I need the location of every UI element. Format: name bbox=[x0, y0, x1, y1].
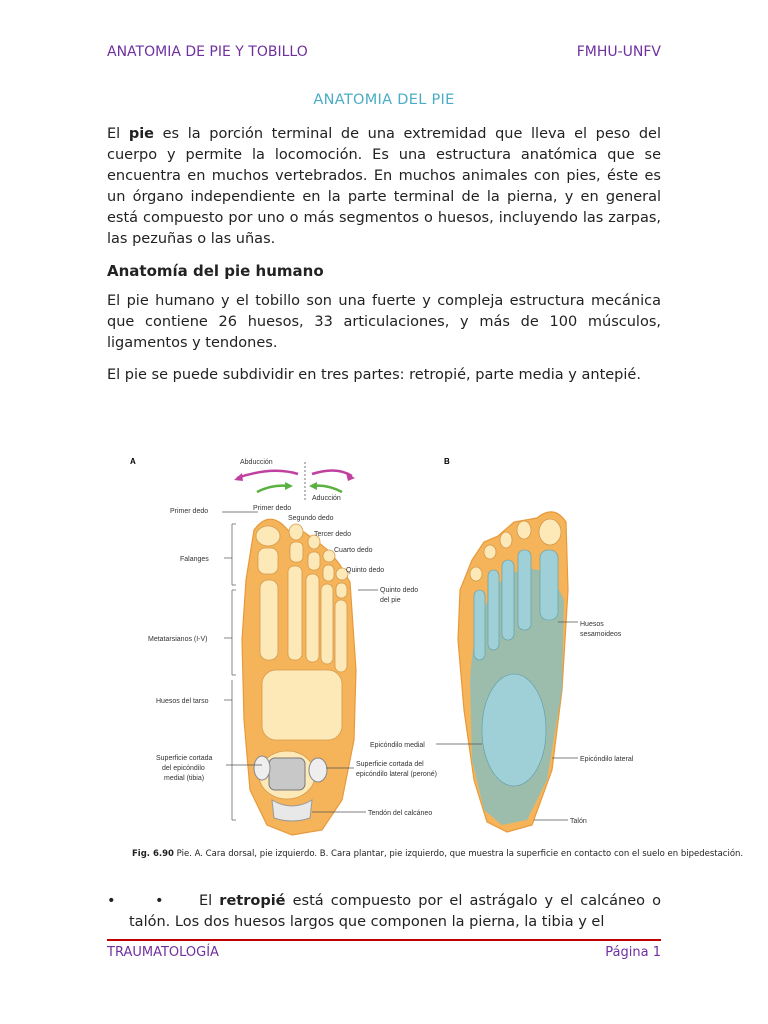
page-title: ANATOMIA DEL PIE bbox=[313, 92, 455, 108]
label-cuarto-dedo: Cuarto dedo bbox=[334, 547, 373, 554]
label-tendon: Tendón del calcáneo bbox=[368, 810, 433, 817]
panel-b-label: B bbox=[444, 457, 450, 466]
label-abduccion: Abducción bbox=[240, 459, 273, 466]
label-quinto-dedo-pie-1: Quinto dedo bbox=[380, 587, 419, 594]
header-right: FMHU-UNFV bbox=[576, 44, 661, 60]
label-sesamoideos-1: Huesos bbox=[580, 621, 604, 628]
label-quinto-dedo: Quinto dedo bbox=[346, 567, 385, 574]
label-aduccion: Aducción bbox=[312, 495, 341, 502]
section-heading: Anatomía del pie humano bbox=[107, 262, 324, 280]
bullet-text bbox=[129, 891, 661, 933]
bullet-post: está compuesto por el astrágalo y el calcáneo o talón. Los dos huesos largos que componen la pierna, la tibia y el bbox=[129, 893, 661, 930]
label-talon: Talón bbox=[570, 818, 587, 825]
paragraph-intro bbox=[107, 124, 661, 250]
bullet-pre: El bbox=[199, 893, 220, 909]
label-huesos-tarso: Huesos del tarso bbox=[156, 698, 209, 705]
caption-bold: Fig. 6.90 bbox=[132, 849, 174, 859]
label-primer-dedo: Primer dedo bbox=[253, 505, 292, 512]
label-sup-medial-3: medial (tibia) bbox=[164, 775, 205, 782]
paragraph-subdivision: El pie se puede subdividir en tres partes: retropié, parte media y antepié. bbox=[107, 367, 641, 383]
label-sup-lateral-1: Superficie cortada del bbox=[356, 761, 424, 768]
label-sup-medial-2: del epicóndilo bbox=[162, 765, 205, 772]
para1-bold: pie bbox=[128, 126, 155, 142]
label-primer-dedo-left: Primer dedo bbox=[170, 508, 209, 515]
label-sup-medial-1: Superficie cortada bbox=[156, 755, 213, 762]
label-sup-lateral-2: epicóndilo lateral (peroné) bbox=[356, 771, 437, 778]
footer-left: TRAUMATOLOGÍA bbox=[107, 945, 219, 960]
figure-caption bbox=[132, 849, 743, 859]
bullet-retropie bbox=[107, 891, 661, 933]
panel-a-label: A bbox=[130, 457, 136, 466]
label-segundo-dedo: Segundo dedo bbox=[288, 515, 334, 522]
label-metatarsianos: Metatarsianos (I-V) bbox=[148, 636, 208, 643]
para1-pre: El bbox=[107, 126, 129, 142]
label-sesamoideos-2: sesamoideos bbox=[580, 631, 622, 638]
foot-anatomy-figure bbox=[122, 440, 652, 865]
page-number: Página 1 bbox=[605, 945, 661, 960]
para1-post: es la porción terminal de una extremidad que lleva el peso del cuerpo y permite la locomoción. Es una estructura anatómica que se encuentra en muchos vertebrados. En muchos animales con pies, éste es un órgano independiente en la parte terminal de la pierna, y en general está compuesto por uno o más segmentos o huesos, incluyendo las zarpas, las pezuñas o las uñas. bbox=[107, 126, 661, 247]
label-epicondilo-medial: Epicóndilo medial bbox=[370, 742, 425, 749]
bullet-marker-inner: • bbox=[155, 893, 164, 909]
label-quinto-dedo-pie-2: del pie bbox=[380, 597, 401, 604]
label-tercer-dedo: Tercer dedo bbox=[314, 531, 351, 538]
label-epicondilo-lateral: Epicóndilo lateral bbox=[580, 756, 634, 763]
paragraph-structure: El pie humano y el tobillo son una fuerte y compleja estructura mecánica que contiene 26 huesos, 33 articulaciones, y más de 100 músculos, ligamentos y tendones. bbox=[107, 293, 661, 351]
footer-rule bbox=[107, 939, 661, 941]
page-footer bbox=[107, 945, 661, 965]
page-header bbox=[107, 44, 661, 64]
label-falanges: Falanges bbox=[180, 556, 209, 563]
bullet-marker: • bbox=[107, 893, 116, 909]
header-left: ANATOMIA DE PIE Y TOBILLO bbox=[107, 44, 308, 60]
caption-text: Pie. A. Cara dorsal, pie izquierdo. B. Cara plantar, pie izquierdo, que muestra la superficie en contacto con el suelo en bipedestación. bbox=[173, 849, 744, 859]
bullet-bold: retropié bbox=[219, 893, 286, 909]
